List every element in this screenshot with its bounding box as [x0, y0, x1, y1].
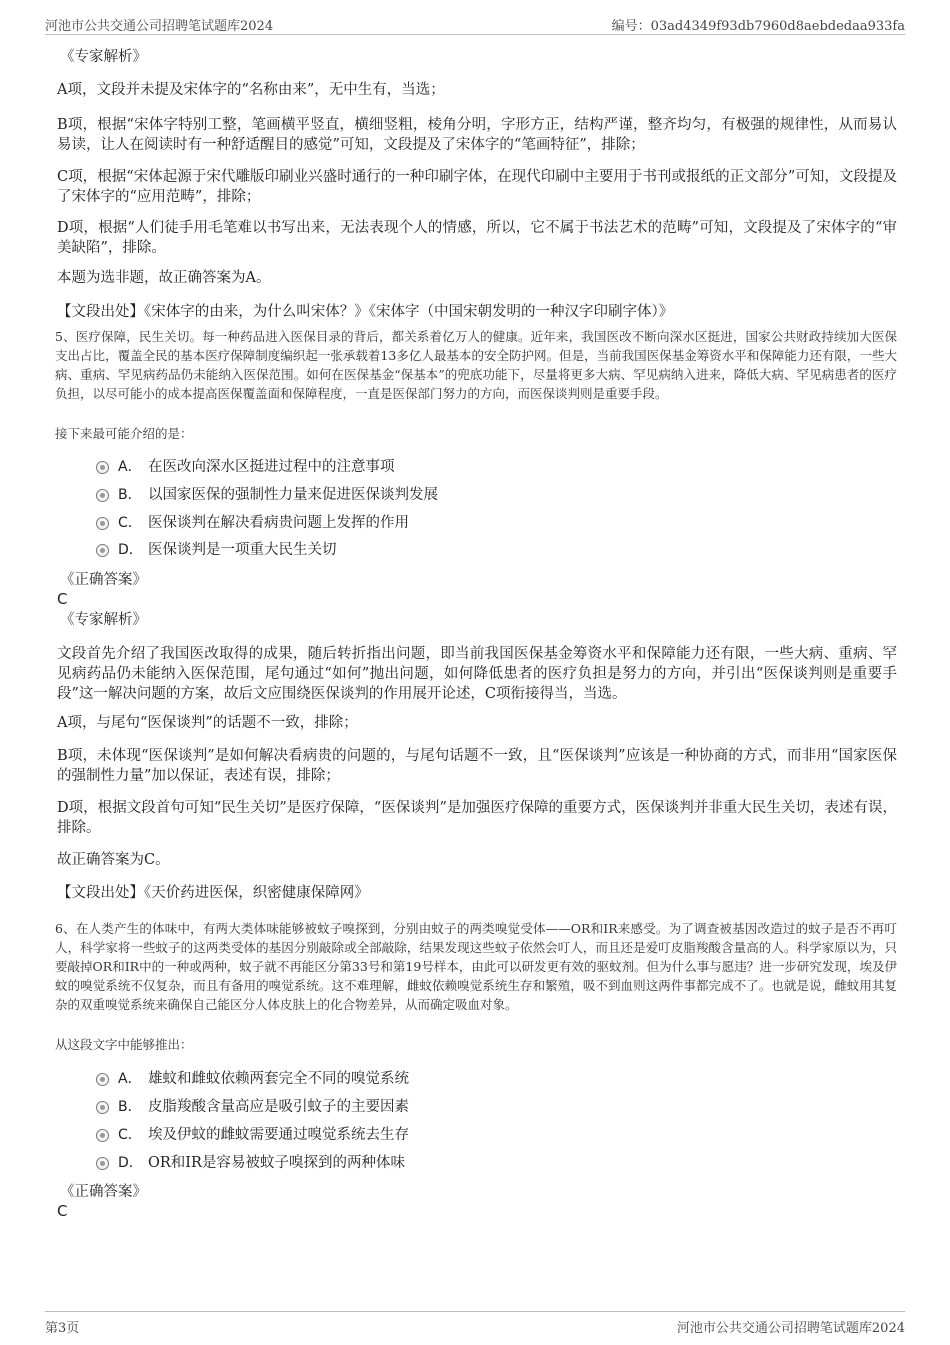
q4-analysis-label: 《专家解析》: [60, 49, 147, 65]
option-text: 在医改向深水区挺进过程中的注意事项: [148, 459, 395, 475]
option-text: 皮脂羧酸含量高应是吸引蚊子的主要因素: [148, 1099, 409, 1115]
q5-source: 【文段出处】《天价药进医保，织密健康保障网》: [57, 885, 369, 901]
option-letter: A．: [118, 1071, 142, 1087]
radio-icon[interactable]: [96, 517, 109, 530]
option-text: 医保谈判是一项重大民生关切: [148, 542, 337, 558]
option-letter: C．: [118, 1127, 142, 1143]
page-footer: [45, 1311, 905, 1336]
radio-icon[interactable]: [96, 1129, 109, 1142]
page-header: [45, 12, 905, 35]
option-text: 雄蚊和雌蚊依赖两套完全不同的嗅觉系统: [148, 1071, 409, 1087]
q6-answer-label: 《正确答案》: [60, 1184, 147, 1200]
option-letter: B．: [118, 1099, 142, 1115]
option-text: 以国家医保的强制性力量来促进医保谈判发展: [148, 487, 438, 503]
q5-analysis-a: A项，与尾句“医保谈判”的话题不一致，排除；: [57, 715, 358, 731]
radio-icon[interactable]: [96, 1073, 109, 1086]
q6-question-text: 6、在人类产生的体味中，有两大类体味能够被蚊子嗅探到，分别由蚊子的两类嗅觉受体——OR和IR来感受。为了调查被基因改造过的蚊子是否不再叮人，科学家将一些蚊子的这两类受体的基因分别敲除或全部敲除，结果发现这些蚊子依然会叮人，而且还是爱叮皮脂羧酸含量高的人。科学家原以为，只要敲掉OR和IR中的一种或两种，蚊子就不再能区分第33号和第19号样本，由此可以研发更有效的驱蚊剂。但为什么事与愿违？进一步研究发现，埃及伊蚊的嗅觉系统不仅复杂，而且有备用的嗅觉系统。这不难理解，雌蚊依赖嗅觉系统生存和繁殖，吸不到血则这两件事都完成不了。也就是说，雌蚊用其复杂的双重嗅觉系统来确保自己能区分人体皮肤上的化合物差异，从而确定吸血对象。: [55, 921, 897, 1012]
header-doc-id: 编号：03ad4349f93db7960d8aebdedaa933fa: [611, 19, 905, 34]
q5-analysis-label: 《专家解析》: [60, 612, 147, 628]
radio-icon[interactable]: [96, 544, 109, 557]
option-text: 埃及伊蚊的雌蚊需要通过嗅觉系统去生存: [148, 1127, 409, 1143]
q4-analysis-c: C项，根据“宋体起源于宋代雕版印刷业兴盛时通行的一种印刷字体，在现代印刷中主要用于书刊或报纸的正文部分”可知，文段提及了宋体字的“应用范畴”，排除；: [57, 169, 897, 205]
q5-question-text: 5、医疗保障，民生关切。每一种药品进入医保目录的背后，都关系着亿万人的健康。近年来，我国医改不断向深水区挺进，国家公共财政持续加大医保支出占比，覆盖全民的基本医疗保障制度编织起一张承载着13多亿人最基本的安全防护网。但是，当前我国医保基金筹资水平和保障能力还有限，一些大病、重病、罕见病药品仍未能纳入医保范围。如何在医保基金“保基本”的兜底功能下，尽量将更多大病、罕见病纳入进来，降低大病、罕见病患者的医疗负担，以尽可能小的成本提高医保覆盖面和保障程度，一直是医保部门努力的方向，而医保谈判则是重要手段。: [55, 329, 897, 401]
q4-analysis-d: D项，根据“人们徒手用毛笔难以书写出来，无法表现个人的情感，所以，它不属于书法艺术的范畴”可知，文段提及了宋体字的“审美缺陷”，排除。: [57, 220, 897, 256]
q5-stem: 接下来最可能介绍的是：: [55, 426, 193, 441]
radio-icon[interactable]: [96, 461, 109, 474]
option-letter: A．: [118, 459, 142, 475]
option-text: 医保谈判在解决看病贵问题上发挥的作用: [148, 515, 409, 531]
q4-conclusion: 本题为选非题，故正确答案为A。: [57, 270, 271, 286]
q5-analysis-main: 文段首先介绍了我国医改取得的成果，随后转折指出问题，即当前我国医保基金筹资水平和保障能力还有限，一些大病、重病、罕见病药品仍未能纳入医保范围，尾句通过“如何”抛出问题，如何降低患者的医疗负担是努力的方向，并引出“医保谈判则是重要手段”这一解决问题的方案，故后文应围绕医保谈判的作用展开论述，C项衔接得当，当选。: [57, 646, 897, 702]
radio-icon[interactable]: [96, 1157, 109, 1170]
q5-answer-label: 《正确答案》: [60, 572, 147, 588]
option-letter: B．: [118, 487, 142, 503]
radio-icon[interactable]: [96, 1101, 109, 1114]
q4-analysis-a: A项，文段并未提及宋体字的“名称由来”，无中生有，当选；: [57, 82, 445, 98]
q6-stem: 从这段文字中能够推出：: [55, 1037, 193, 1052]
option-text: OR和IR是容易被蚊子嗅探到的两种体味: [148, 1155, 405, 1171]
footer-doc-title: 河池市公共交通公司招聘笔试题库2024: [676, 1321, 905, 1336]
footer-page-number: 第3页: [45, 1321, 80, 1336]
q4-analysis-b: B项，根据“宋体字特别工整，笔画横平竖直，横细竖粗，棱角分明，字形方正，结构严谨，整齐均匀，有极强的规律性，从而易认易读，让人在阅读时有一种舒适醒目的感觉”可知，文段提及了宋体字的“笔画特征”，排除；: [57, 117, 897, 153]
option-letter: D．: [118, 542, 143, 558]
q5-analysis-d: D项，根据文段首句可知“民生关切”是医疗保障，“医保谈判”是加强医疗保障的重要方式，医保谈判并非重大民生关切，表述有误，排除。: [57, 800, 897, 836]
q5-conclusion: 故正确答案为C。: [57, 852, 170, 868]
q5-analysis-b: B项，未体现“医保谈判”是如何解决看病贵的问题的，与尾句话题不一致，且“医保谈判”应该是一种协商的方式，而非用“国家医保的强制性力量”加以保证，表述有误，排除；: [57, 748, 897, 784]
q5-answer: C: [57, 590, 68, 608]
option-letter: C．: [118, 515, 142, 531]
radio-icon[interactable]: [96, 489, 109, 502]
q6-answer: C: [57, 1202, 68, 1220]
option-letter: D．: [118, 1155, 143, 1171]
q4-source: 【文段出处】《宋体字的由来，为什么叫宋体？》《宋体字（中国宋朝发明的一种汉字印刷字体）》: [57, 304, 674, 320]
header-doc-title: 河池市公共交通公司招聘笔试题库2024: [45, 19, 274, 34]
